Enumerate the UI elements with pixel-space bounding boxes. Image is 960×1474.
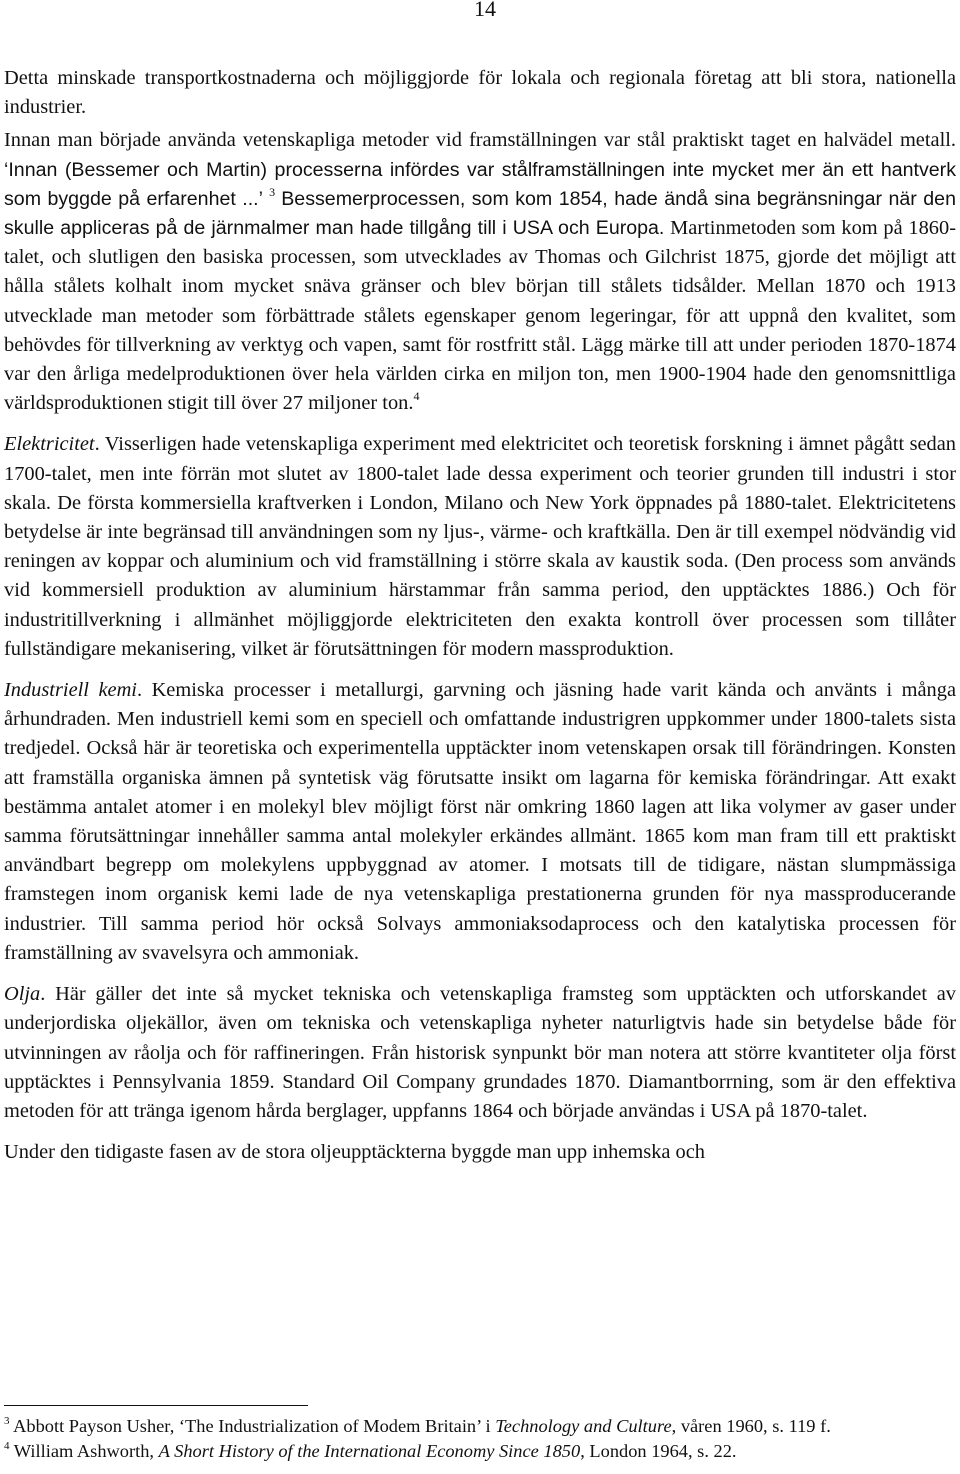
chemistry-text: . Kemiska processer i metallurgi, garvning och jäsning hade varit kända och använts i många århundraden. Men industriell kemi som en speciell och omfattande industrigren uppkommer under 1800-talets sista tredjedel. Också här är teoretiska och experimentella upptäckter inom vetenskapen orsak till förändringen. Konsten att framställa organiska ämnen på syntetisk väg förutsatte insikt om lagarna för kemiska förändringar. Att exakt bestämma antalet atomer i en molekyl blev möjligt först när omkring 1860 lagen att lika volymer av gaser under samma förutsättningar innehåller samma antal molekyler erkändes allmänt. 1865 kom man fram till ett praktiskt användbart begrepp om molekylens uppbyggnad av atomer. I motsats till de tidigare, nästan slumpmässiga framstegen inom organisk kemi lade de nya vetenskapliga prestationerna grunden för nya massproducerande industrier. Till samma period hör också Solvays ammoniaksodaprocess och den katalytiska processen för framställning av svavelsyra och ammoniak.	[4, 679, 956, 964]
martin-text: Martinmetoden som kom på 1860-talet, och slutligen den basiska processen, som utvecklades av Thomas och Gilchrist 1875, gjorde det möjligt att hålla stålets kolhalt inom mycket snäva gränser och blev början till stålets tidsålder. Mellan 1870 och 1913 utvecklade man metoder som förbättrade stålets egenskaper genom legeringar, för att uppnå den kvalitet, som behövdes för tillverkning av verktyg och vapen, samt för rostfritt stål. Lägg märke till att under perioden 1870-1874 var den årliga medelproduktionen över hela världen cirka en miljon ton, men 1900-1904 hade den genomsnittliga världsproduktionen stigit till över 27 miljoner ton.	[4, 217, 956, 415]
bessemer-text: Bessemerprocessen, som kom 1854, hade ändå sina begränsningar när den skulle appliceras på de järnmalmer man hade tillgång till i USA och Europa.	[4, 187, 956, 240]
page-number: 14	[474, 0, 496, 21]
oil-text: . Här gäller det inte så mycket tekniska och vetenskapliga framsteg som upptäckten och utforskandet av underjordiska oljekällor, även om tekniska och vetenskapliga nyheter naturligtvis hade sin betydelse både för utvinningen av råolja och för raffineringen. Från historisk synpunkt bör man notera att större kvantiteter olja först upptäcktes i Pennsylvania 1859. Standard Oil Company grundades 1870. Diamantborrning, som är den effektiva metoden för att tränga igenom hårda berglager, uppfanns 1864 och började användas i USA på 1870-talet.	[4, 983, 956, 1122]
footnote-3-text: Abbott Payson Usher, ‘The Industrialization of Modem Britain’ i	[13, 1416, 491, 1436]
chemistry-heading: Industriell kemi	[4, 679, 137, 702]
footnote-3-journal: Technology and Culture	[495, 1416, 672, 1436]
footnote-ref-3[interactable]: 3	[269, 184, 276, 199]
paragraph-oil-discoveries: Under den tidigaste fasen av de stora oljeupptäckterna byggde man upp inhemska och	[4, 1141, 705, 1164]
footnote-4-text: William Ashworth,	[13, 1441, 155, 1461]
steel-intro: Innan man började använda vetenskapliga metoder vid framställningen var stål praktiskt taget en halvädel metall.	[4, 129, 956, 152]
paragraph-oil	[4, 980, 956, 1126]
footnote-divider	[4, 1405, 308, 1406]
footnote-ref-4[interactable]: 4	[413, 389, 420, 404]
footnote-3	[4, 1414, 956, 1439]
oil-heading: Olja	[4, 983, 41, 1006]
footnote-4-tail: , London 1964, s. 22.	[580, 1441, 737, 1461]
footnote-3-tail: , våren 1960, s. 119 f.	[671, 1416, 831, 1436]
footnote-3-number: 3	[4, 1415, 10, 1427]
electricity-heading: Elektricitet	[4, 433, 95, 456]
footnote-4	[4, 1439, 956, 1464]
footnote-4-number: 4	[4, 1440, 10, 1452]
body-text	[4, 64, 956, 1167]
paragraph-steel	[4, 126, 956, 418]
paragraph-transport: Detta minskade transportkostnaderna och möjliggjorde för lokala och regionala företag att bli stora, nationella industrier.	[4, 67, 956, 119]
paragraph-electricity	[4, 430, 956, 664]
electricity-text: . Visserligen hade vetenskapliga experiment med elektricitet och teoretisk forskning i ämnet pågått sedan 1700-talet, men inte förrän mot slutet av 1800-talet lade dessa experiment och teorier grunden till industri i stor skala. De första kommersiella kraftverken i London, Milano och New York öppnades på 1880-talet. Elektricitetens betydelse är inte begränsad till användningen som ny ljus-, värme- och kraftkälla. Den är till exempel nödvändig vid reningen av koppar och aluminium och vid framställning i större skala av kaustik soda. (Den process som används vid kommersiell produktion av aluminium härstammar från samma period, den upptäcktes 1886.) Och för industritillverkning i allmänhet möjliggjorde elektriciteten den exakta kontroll över processen som tillåter fullständigare mekanisering, vilket är förutsättningen för modern massproduktion.	[4, 433, 956, 660]
footnote-4-book: A Short History of the International Economy Since 1850	[158, 1441, 581, 1461]
usher-quote: ‘Innan (Bessemer och Martin) processerna infördes var stålframställningen inte mycket mer än ett hantverk som byggde på erfarenhet ...’	[4, 158, 956, 210]
footnotes	[4, 1414, 956, 1464]
paragraph-chemistry	[4, 676, 956, 968]
